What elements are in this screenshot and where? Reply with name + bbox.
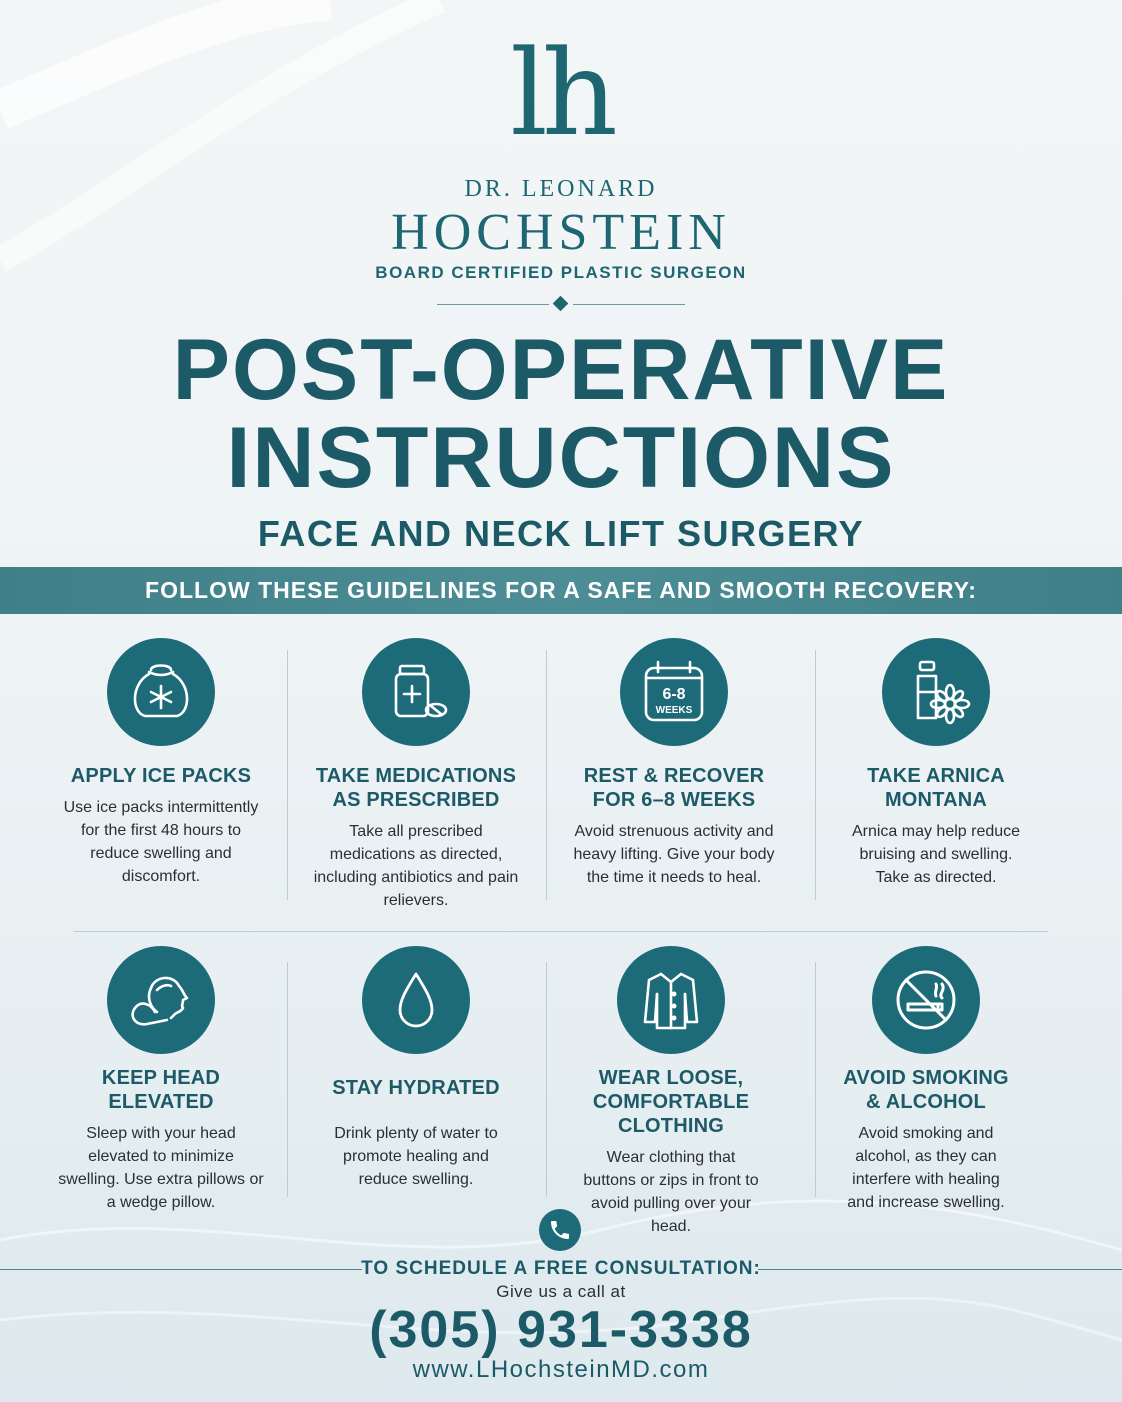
header-divider-left [437,304,549,305]
tip-title: TAKE ARNICA MONTANA [867,765,1005,811]
tip-body: Take all prescribed medications as directed, including antibiotics and pain relievers. [313,823,519,909]
header-divider-right [573,304,685,305]
tip-title: AVOID SMOKING & ALCOHOL [843,1067,1009,1113]
page-title-line-1: POST-OPERATIVE [172,322,950,418]
guidelines-banner: FOLLOW THESE GUIDELINES FOR A SAFE AND SMOOTH RECOVERY: [0,567,1122,614]
tip-clothing [541,946,801,1238]
tip-body: Drink plenty of water to promote healing and reduce swelling. [334,1125,498,1188]
doctor-first-name: DR. LEONARD [464,176,658,202]
procedure-subtitle: FACE AND NECK LIFT SURGERY [257,513,865,554]
credential-text: BOARD CERTIFIED PLASTIC SURGEON [375,263,747,282]
tip-body: Sleep with your head elevated to minimize swelling. Use extra pillows or a wedge pillow. [58,1125,264,1211]
calendar-icon-unit: WEEKS [655,705,693,716]
tip-arnica [806,638,1066,889]
doctor-surname: HOCHSTEIN [391,204,731,261]
phone-icon [539,1209,581,1251]
tip-body: Arnica may help reduce bruising and swelling. Take as directed. [851,823,1021,886]
row-divider [74,931,1048,932]
website-link[interactable]: www.LHochsteinMD.com [412,1356,710,1383]
tip-no-smoking [796,946,1056,1214]
tip-body: Avoid strenuous activity and heavy lifting. Give your body the time it needs to heal. [573,823,775,886]
calendar-icon-number: 6-8 [662,686,686,703]
tip-body: Wear clothing that buttons or zips in front to avoid pulling over your head. [583,1149,759,1235]
page-title-line-2: INSTRUCTIONS [226,410,896,506]
tip-title: KEEP HEAD ELEVATED [101,1067,221,1113]
ice-pack-icon [107,638,215,746]
water-drop-icon [362,946,470,1054]
no-smoking-icon [872,946,980,1054]
medication-icon [362,638,470,746]
arnica-icon [882,638,990,746]
calendar-icon [620,638,728,746]
call-text: Give us a call at [496,1282,626,1301]
tip-title: TAKE MEDICATIONS AS PRESCRIBED [315,765,517,811]
tip-head-elevated [31,946,291,1214]
tip-body: Avoid smoking and alcohol, as they can interfere with healing and increase swelling. [847,1125,1005,1211]
tip-title: WEAR LOOSE, COMFORTABLE CLOTHING [592,1067,750,1137]
logo-monogram: lh [510,24,612,162]
tip-medications [286,638,546,912]
shirt-icon [617,946,725,1054]
tip-ice-packs [31,638,291,888]
phone-number[interactable]: (305) 931-3338 [369,1301,753,1359]
head-elevated-icon [107,946,215,1054]
consultation-cta: TO SCHEDULE A FREE CONSULTATION: [361,1258,761,1279]
tip-hydrated [286,946,546,1191]
tip-rest-recover [544,638,804,889]
page-title [0,322,1122,506]
tip-title: REST & RECOVER FOR 6–8 WEEKS [583,765,765,811]
tip-title: APPLY ICE PACKS [70,765,252,787]
tip-body: Use ice packs intermittently for the first 48 hours to reduce swelling and discomfort. [63,799,259,885]
tip-title: STAY HYDRATED [332,1077,500,1099]
